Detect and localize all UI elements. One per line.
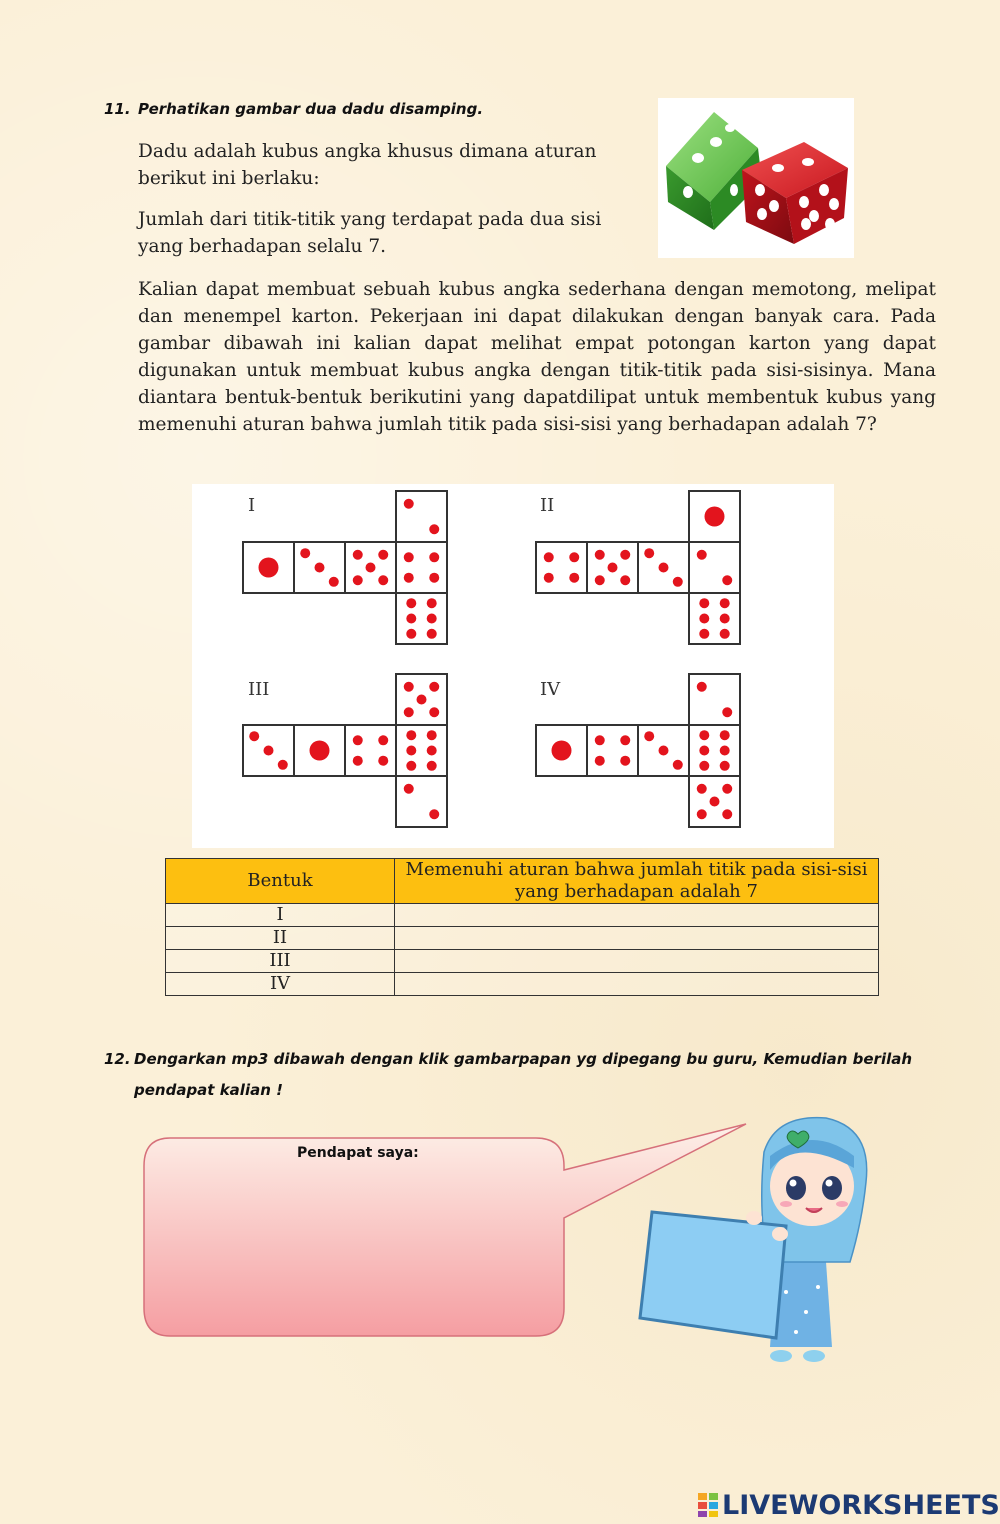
net-2-face-6: [689, 593, 740, 644]
pip: [659, 563, 669, 573]
pip: [315, 563, 325, 573]
net-3-face-1: [396, 674, 447, 725]
row-label: III: [166, 950, 395, 973]
net-4-face-6: [689, 776, 740, 827]
question-12-number: 12.: [104, 1050, 131, 1068]
pip: [697, 784, 707, 794]
net-4-face-5: [689, 725, 740, 776]
pip: [620, 575, 630, 585]
answer-cell-3[interactable]: [395, 950, 879, 973]
pip: [429, 552, 439, 562]
pip: [406, 598, 416, 608]
pip: [552, 741, 572, 761]
brand-name: LIVEWORKSHEETS: [722, 1489, 1000, 1521]
pip: [544, 552, 554, 562]
pip: [722, 784, 732, 794]
opinion-label: Pendapat saya:: [297, 1145, 419, 1161]
pip: [720, 614, 730, 624]
question-11-heading: [104, 100, 483, 118]
pip: [427, 598, 437, 608]
net-3-face-6: [396, 776, 447, 827]
pip: [404, 682, 414, 692]
pip: [699, 761, 709, 771]
net-4-face-4: [638, 725, 689, 776]
net-1-face-4: [345, 542, 396, 593]
pip: [378, 550, 388, 560]
two-dice-image: [658, 98, 854, 258]
pip: [722, 809, 732, 819]
pip: [429, 707, 439, 717]
pip: [620, 756, 630, 766]
pip: [329, 577, 339, 587]
pip: [406, 761, 416, 771]
pip: [722, 707, 732, 717]
net-1-face-2: [243, 542, 294, 593]
net-3-face-5: [396, 725, 447, 776]
table-header-shape: Bentuk: [166, 859, 395, 904]
answer-cell-1[interactable]: [395, 904, 879, 927]
pip: [608, 563, 618, 573]
pip: [310, 741, 330, 761]
liveworksheets-logo-icon: [697, 1492, 719, 1518]
pip: [720, 598, 730, 608]
pip: [427, 629, 437, 639]
pip: [720, 629, 730, 639]
pip: [595, 735, 605, 745]
row-label: I: [166, 904, 395, 927]
net-label-1: I: [248, 495, 256, 516]
pip: [720, 761, 730, 771]
pip: [595, 756, 605, 766]
pip: [429, 524, 439, 534]
answer-cell-2[interactable]: [395, 927, 879, 950]
answer-cell-4[interactable]: [395, 973, 879, 996]
pip: [417, 695, 427, 705]
pip: [697, 682, 707, 692]
pip: [659, 746, 669, 756]
pip: [353, 756, 363, 766]
liveworksheets-brand: [697, 1488, 1000, 1522]
table-header-criteria: Memenuhi aturan bahwa jumlah titik pada sisi-sisi yang berhadapan adalah 7: [395, 859, 879, 904]
pip: [406, 730, 416, 740]
net-4-face-3: [587, 725, 638, 776]
question-12-heading: [104, 1050, 912, 1068]
question-11-title: Perhatikan gambar dua dadu disamping.: [138, 100, 484, 118]
pip: [699, 629, 709, 639]
dice-rule-text: Jumlah dari titik-titik yang terdapat pada dua sisi yang berhadapan selalu 7.: [138, 209, 602, 257]
pip: [404, 499, 414, 509]
pip: [720, 730, 730, 740]
question-11-number: 11.: [104, 100, 131, 118]
pip: [353, 575, 363, 585]
net-1-face-5: [396, 542, 447, 593]
pip: [404, 784, 414, 794]
pip: [366, 563, 376, 573]
row-label: II: [166, 927, 395, 950]
pip: [427, 730, 437, 740]
answer-table: [165, 858, 879, 996]
pip: [404, 573, 414, 583]
table-row: [166, 950, 879, 973]
pip: [644, 548, 654, 558]
pip: [620, 735, 630, 745]
table-row: [166, 904, 879, 927]
pip: [429, 682, 439, 692]
pip: [697, 809, 707, 819]
pip: [249, 731, 259, 741]
teacher-board-audio-button[interactable]: [636, 1112, 876, 1367]
pip: [427, 614, 437, 624]
pip: [429, 573, 439, 583]
net-4-face-1: [689, 674, 740, 725]
pip: [259, 558, 279, 578]
net-label-2: II: [540, 495, 555, 516]
pip: [427, 761, 437, 771]
pip: [705, 507, 725, 527]
pip: [699, 598, 709, 608]
pip: [595, 575, 605, 585]
net-2-face-1: [689, 491, 740, 542]
pip: [300, 548, 310, 558]
pip: [429, 809, 439, 819]
net-3-face-3: [294, 725, 345, 776]
pip: [595, 550, 605, 560]
pip: [673, 760, 683, 770]
net-3-face-2: [243, 725, 294, 776]
pip: [544, 573, 554, 583]
net-1-face-3: [294, 542, 345, 593]
pip: [569, 552, 579, 562]
net-1-face-6: [396, 593, 447, 644]
pip: [404, 707, 414, 717]
pip: [353, 550, 363, 560]
pip: [697, 550, 707, 560]
question-12-title-line1: Dengarkan mp3 dibawah dengan klik gambarpapan yg dipegang bu guru, Kemudian berilah: [134, 1050, 913, 1068]
pip: [378, 575, 388, 585]
pip: [569, 573, 579, 583]
pip: [673, 577, 683, 587]
net-1-face-1: [396, 491, 447, 542]
net-label-3: III: [248, 679, 270, 700]
opinion-input[interactable]: [165, 1170, 549, 1324]
net-4-face-2: [536, 725, 587, 776]
net-3-face-4: [345, 725, 396, 776]
pip: [406, 629, 416, 639]
pip: [378, 756, 388, 766]
pip: [406, 614, 416, 624]
pip: [264, 746, 274, 756]
pip: [699, 730, 709, 740]
pip: [720, 746, 730, 756]
net-2-face-4: [638, 542, 689, 593]
pip: [620, 550, 630, 560]
pip: [699, 746, 709, 756]
pip: [722, 575, 732, 585]
pip: [404, 552, 414, 562]
pip: [427, 746, 437, 756]
net-2-face-5: [689, 542, 740, 593]
pip: [699, 614, 709, 624]
row-label: IV: [166, 973, 395, 996]
instruction-text: Kalian dapat membuat sebuah kubus angka sederhana dengan memotong, melipat dan menempel karton. Pekerjaan ini dapat dilakukan dengan banyak cara. Pada gambar dibawah ini kalian dapat melihat empat potongan karton yang dapat digunakan untuk membuat kubus angka dengan titik-titik pada sisi-sisinya. Mana diantara bentuk-bentuk berikutini yang dapatdilipat untuk membentuk kubus yang memenuhi aturan bahwa jumlah titik pada sisi-sisi yang berhadapan adalah 7?: [138, 279, 936, 435]
pip: [644, 731, 654, 741]
table-row: [166, 927, 879, 950]
pip: [353, 735, 363, 745]
cube-nets-figure: [192, 484, 834, 848]
table-row: [166, 973, 879, 996]
net-label-4: IV: [540, 679, 561, 700]
dice-definition-text: Dadu adalah kubus angka khusus dimana aturan berikut ini berlaku:: [138, 141, 597, 189]
pip: [406, 746, 416, 756]
net-2-face-3: [587, 542, 638, 593]
net-2-face-2: [536, 542, 587, 593]
pip: [378, 735, 388, 745]
pip: [278, 760, 288, 770]
question-12-title-line2: pendapat kalian !: [134, 1081, 283, 1099]
pip: [710, 797, 720, 807]
